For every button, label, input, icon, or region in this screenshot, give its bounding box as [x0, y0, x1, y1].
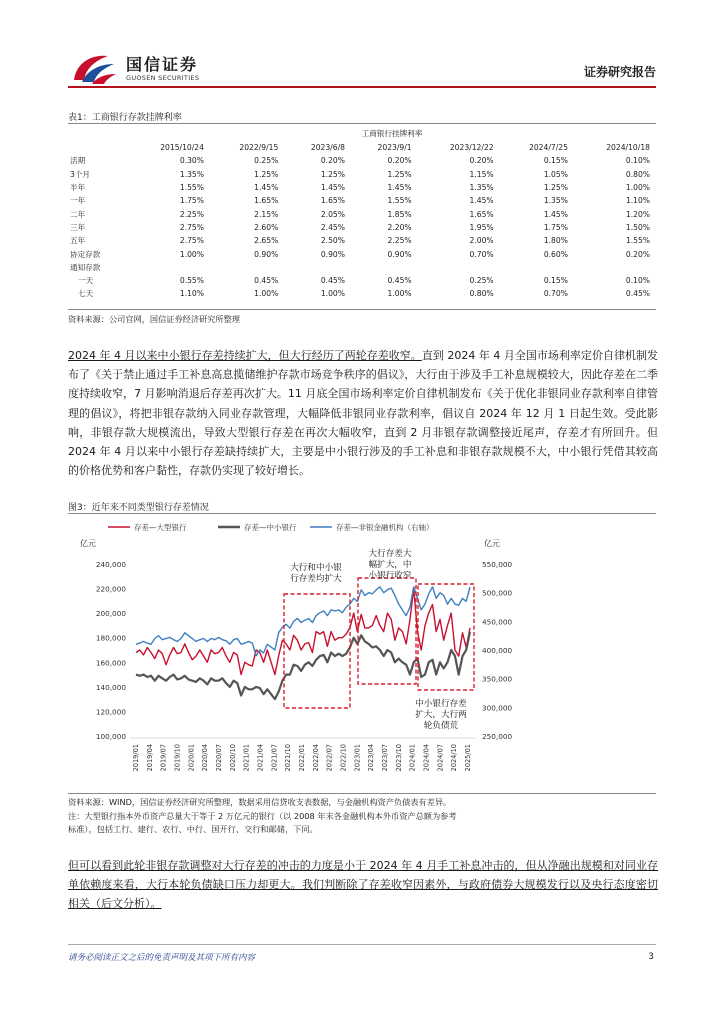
- y-tick-left: 180,000: [95, 633, 126, 643]
- x-tick-label: 2021/10: [284, 744, 293, 772]
- table-cell: 1.00%: [625, 183, 650, 193]
- x-tick-label: 2025/01: [464, 744, 472, 772]
- table-cell: 1.55%: [179, 183, 204, 193]
- x-tick-label: 2024/04: [422, 744, 431, 772]
- table-cell: 0.70%: [543, 289, 568, 299]
- x-tick-label: 2019/04: [145, 744, 154, 772]
- series-line-large-banks: [136, 589, 470, 675]
- table-cell: 1.10%: [625, 196, 650, 206]
- table-cell: 0.25%: [469, 276, 494, 286]
- y-tick-left: 220,000: [95, 584, 126, 594]
- table-row-label: 协定存款: [70, 249, 101, 259]
- annotation-label: 大行和中小银: [290, 563, 342, 573]
- figure-note: [68, 810, 658, 835]
- table-row: [68, 234, 656, 247]
- table-row-label: 半年: [70, 183, 86, 193]
- table-row: [68, 261, 656, 274]
- paragraph-1-lead: 2024 年 4 月以来中小银行存差持续扩大，但大行经历了两轮存差收窄。: [68, 349, 422, 362]
- table-cell: 0.45%: [254, 276, 279, 286]
- y-tick-right: 500,000: [482, 588, 513, 598]
- table-date-header: 2023/6/8: [310, 143, 345, 153]
- paragraph-1: [68, 346, 658, 480]
- annotation-label: 小银行收窄: [368, 571, 412, 581]
- table-cell: 1.25%: [320, 169, 345, 179]
- table-date-header: 2023/12/22: [449, 143, 494, 153]
- table-cell: 1.45%: [543, 209, 568, 219]
- x-tick-label: 2019/07: [159, 744, 168, 772]
- table-cell: 2.65%: [254, 236, 279, 246]
- deposit-rate-table: [68, 126, 656, 301]
- table-row: [68, 154, 656, 167]
- y-tick-left: 120,000: [95, 707, 126, 717]
- table-cell: 1.15%: [469, 169, 494, 179]
- table-row: [68, 181, 656, 194]
- table-cell: 2.45%: [320, 222, 345, 232]
- x-tick-label: 2022/01: [298, 744, 306, 772]
- table-row-label: 五年: [70, 236, 86, 246]
- table-row-label: 活期: [70, 156, 86, 166]
- annotation-label: 幅扩大，中: [368, 560, 412, 570]
- table-cell: 2.05%: [320, 209, 345, 219]
- table-cell: 2.25%: [179, 209, 204, 219]
- table-row-label: 通知存款: [70, 262, 101, 272]
- logo-chinese-name: 国信证券: [126, 55, 199, 74]
- table-cell: 2.00%: [469, 236, 494, 246]
- table-cell: 0.80%: [625, 169, 650, 179]
- table-cell: 2.60%: [254, 222, 279, 232]
- table-cell: [351, 261, 418, 274]
- x-tick-label: 2022/07: [325, 744, 334, 772]
- table-cell: 1.45%: [254, 183, 279, 193]
- table-cell: 1.25%: [387, 169, 412, 179]
- x-tick-label: 2020/07: [215, 744, 223, 772]
- x-tick-label: 2021/01: [242, 744, 251, 772]
- paragraph-2: 但可以看到此轮非银存款调整对大行存差的冲击的力度是小于 2024 年 4 月手工补息冲击的，但从净融出规模和对同业存单依赖度来看，大行本轮负债缺口压力却更大。我们判断除了存差收窄因素外，与政府债券大规模发行以及央行态度密切相关（后文分析）。: [68, 859, 658, 911]
- table-row-label: 3个月: [70, 169, 91, 179]
- logo-english-name: GUOSEN SECURITIES: [126, 74, 200, 82]
- table-cell: [500, 261, 574, 274]
- table-date-header-row: [68, 141, 656, 154]
- table-cell: 0.45%: [320, 276, 345, 286]
- table-cell: 1.35%: [469, 183, 494, 193]
- x-tick-label: 2023/04: [367, 744, 376, 772]
- legend-label: 存差—大型银行: [134, 523, 187, 532]
- guosen-logo-icon: [70, 50, 118, 86]
- table-cell: 1.55%: [625, 236, 650, 246]
- figure-source: 资料来源：WIND，国信证券经济研究所整理，数据采用信贷收支表数据，与金融机构资产负债表有差异。: [68, 797, 452, 807]
- annotation-label: 中小银行存差: [415, 699, 467, 709]
- table-cell: 0.90%: [320, 249, 345, 259]
- table-cell: 0.20%: [387, 156, 412, 166]
- annotation-label: 大行存差大: [368, 549, 412, 559]
- table-cell: 1.95%: [469, 222, 494, 232]
- table-cell: 0.90%: [387, 249, 412, 259]
- x-tick-label: 2020/10: [228, 744, 237, 772]
- table-cell: 2.20%: [387, 222, 412, 232]
- table-cell: 0.70%: [469, 249, 494, 259]
- table-cell: 0.25%: [254, 156, 279, 166]
- x-tick-label: 2024/01: [408, 744, 417, 772]
- table-cell: 2.75%: [179, 222, 204, 232]
- table-cell: 1.10%: [179, 289, 204, 299]
- table-cell: 2.25%: [387, 236, 412, 246]
- table-cell: 0.10%: [625, 156, 650, 166]
- table-cell: [418, 261, 500, 274]
- x-tick-label: 2024/10: [450, 744, 459, 772]
- legend-label: 存差—非银金融机构（右轴）: [336, 523, 434, 532]
- y-tick-left: 140,000: [95, 682, 126, 692]
- table-row: [68, 287, 656, 300]
- table-cell: 1.45%: [469, 196, 494, 206]
- x-tick-label: 2023/07: [381, 744, 389, 772]
- table-cell: 2.75%: [179, 236, 204, 246]
- table-row: [68, 247, 656, 260]
- table-cell: 0.30%: [179, 156, 204, 166]
- table-cell: 0.15%: [543, 276, 568, 286]
- table-row-label: 三年: [70, 222, 86, 232]
- table-cell: 1.45%: [320, 183, 345, 193]
- table-cell: 0.55%: [179, 276, 204, 286]
- x-tick-label: 2020/01: [187, 744, 196, 772]
- table-caption: 表1：工商银行存款挂牌利率: [68, 113, 182, 123]
- x-tick-label: 2022/10: [339, 744, 348, 772]
- table-row: [68, 207, 656, 220]
- header-divider: [68, 86, 656, 88]
- table-cell: [574, 261, 656, 274]
- table-body: [68, 154, 656, 300]
- x-tick-label: 2019/10: [173, 744, 182, 772]
- paragraph-1-body: 直到 2024 年 4 月全国市场利率定价自律机制发布了《关于禁止通过手工补息高息揽储维护存款市场竞争秩序的倡议》，大行由于涉及手工补息规模较大，因此存差在二季度持续收窄，7 月影响消退后存差再次扩大。11 月底全国市场利率定价自律机制发布《关于优化非银同业存款利率自律管理的倡议》，将把非银存款纳入同业存款管理，大幅降低非银同业存款利率，倡议自 2024 年 12 月 1 日起生效。受此影响，非银存款大规模流出，导致大型银行存差在再次大幅收窄，直到 2 月非银存款调整接近尾声，存差才有所回升。但 2024 年 4 月以来中小银行存差缺持续扩大，主要是中小银行涉及的手工补息和非银存款规模不大，中小银行凭借其较高的价格优势和客户黏性，存款仍实现了较好增长。: [68, 349, 658, 478]
- table-cell: 1.00%: [179, 249, 204, 259]
- table-cell: 0.10%: [625, 276, 650, 286]
- y-tick-left: 240,000: [95, 560, 126, 569]
- table-cell: 1.55%: [387, 196, 412, 206]
- report-type-label: 证券研究报告: [583, 65, 656, 79]
- legend-label: 存差—中小银行: [244, 523, 297, 532]
- x-tick-label: 2019/01: [132, 744, 140, 772]
- table-source: 资料来源：公司官网，国信证券经济研究所整理: [68, 314, 240, 324]
- figure-caption: 图3：近年来不同类型银行存差情况: [68, 503, 209, 513]
- table-row-label: 七天: [78, 289, 94, 299]
- table-date-header: 2023/9/1: [377, 143, 412, 153]
- figure-bottom-rule: [68, 793, 656, 794]
- company-logo: [70, 50, 210, 90]
- table-cell: 0.20%: [469, 156, 494, 166]
- x-tick-label: 2024/07: [436, 744, 445, 772]
- table-cell: [284, 261, 351, 274]
- x-tick-label: 2020/04: [201, 744, 210, 772]
- table-row: [68, 221, 656, 234]
- x-tick-label: 2021/04: [256, 744, 265, 772]
- table-cell: 0.15%: [543, 156, 568, 166]
- table-cell: 1.35%: [543, 196, 568, 206]
- table-cell: 1.80%: [543, 236, 568, 246]
- y-axis-left-unit: 亿元: [80, 539, 96, 548]
- y-tick-right: 250,000: [482, 732, 513, 741]
- y-tick-right: 550,000: [482, 560, 513, 569]
- table-cell: 0.80%: [469, 289, 494, 299]
- table-cell: 1.00%: [387, 289, 412, 299]
- annotation-label: 轮负债荒: [423, 721, 459, 731]
- page-number: 3: [648, 952, 654, 962]
- y-axis-right-unit: 亿元: [484, 539, 500, 548]
- table-cell: 1.25%: [543, 183, 568, 193]
- figure-note-line-1: 注：大型银行指本外币资产总量大于等于 2 万亿元的银行（以 2008 年末各金融机构本外币资产总额为参考: [68, 811, 457, 821]
- table-date-header: 2015/10/24: [160, 143, 204, 153]
- table-cell: 1.75%: [179, 196, 204, 206]
- annotation-label: 行存差均扩大: [290, 574, 342, 584]
- table-cell: 1.05%: [543, 169, 568, 179]
- table-cell: 1.85%: [387, 209, 412, 219]
- table-row-label: 一年: [70, 196, 86, 206]
- table-cell: 0.45%: [625, 289, 650, 299]
- table-cell: 2.50%: [320, 236, 345, 246]
- x-tick-label: 2022/04: [311, 744, 320, 772]
- footer-disclaimer: 请务必阅读正文之后的免责声明及其项下所有内容: [68, 953, 256, 963]
- table-date-header: 2022/9/15: [239, 143, 279, 153]
- footer-divider: [68, 944, 656, 945]
- table-group-header: 工商银行挂牌利率: [361, 129, 423, 138]
- table-cell: 1.20%: [625, 209, 650, 219]
- y-tick-left: 100,000: [95, 732, 126, 741]
- table-cell: 1.75%: [543, 222, 568, 232]
- table-cell: [210, 261, 284, 274]
- table-row: [68, 194, 656, 207]
- annotation-label: 扩大，大行两: [415, 710, 467, 720]
- x-tick-label: 2021/07: [270, 744, 279, 772]
- table-cell: 1.00%: [320, 289, 345, 299]
- y-tick-right: 350,000: [482, 674, 513, 684]
- table-bottom-rule: [68, 309, 656, 310]
- y-tick-right: 300,000: [482, 703, 513, 713]
- table-cell: [128, 261, 210, 274]
- y-tick-right: 450,000: [482, 617, 513, 627]
- x-tick-label: 2023/01: [353, 744, 362, 772]
- table-row-label: 一天: [78, 276, 94, 286]
- table-row: [68, 168, 656, 181]
- table-cell: 0.90%: [254, 249, 279, 259]
- table-row: [68, 274, 656, 287]
- table-row-label: 二年: [70, 209, 86, 219]
- table-cell: 1.45%: [387, 183, 412, 193]
- table-cell: 1.25%: [254, 169, 279, 179]
- y-tick-left: 160,000: [95, 658, 126, 668]
- table-cell: 0.60%: [543, 249, 568, 259]
- table-date-header: 2024/7/25: [529, 143, 568, 153]
- table-cell: 1.65%: [254, 196, 279, 206]
- table-cell: 0.20%: [320, 156, 345, 166]
- table-cell: 2.15%: [254, 209, 279, 219]
- table-cell: 1.65%: [320, 196, 345, 206]
- table-date-header: 2024/10/18: [606, 143, 650, 153]
- page-header: [0, 0, 724, 98]
- table-cell: 0.20%: [625, 249, 650, 259]
- figure-top-rule: [68, 513, 656, 514]
- y-tick-left: 200,000: [95, 609, 126, 619]
- figure-note-line-2: 标准），包括工行、建行、农行、中行、国开行、交行和邮储，下同。: [68, 823, 318, 834]
- x-tick-label: 2023/10: [394, 744, 403, 772]
- table-top-rule: [68, 123, 656, 124]
- table-cell: 1.35%: [179, 169, 204, 179]
- table-cell: 1.00%: [254, 289, 279, 299]
- table-cell: 1.65%: [469, 209, 494, 219]
- table-cell: 0.45%: [387, 276, 412, 286]
- table-cell: 1.50%: [625, 222, 650, 232]
- y-tick-right: 400,000: [482, 646, 513, 655]
- bank-deposit-gap-chart: [68, 516, 656, 790]
